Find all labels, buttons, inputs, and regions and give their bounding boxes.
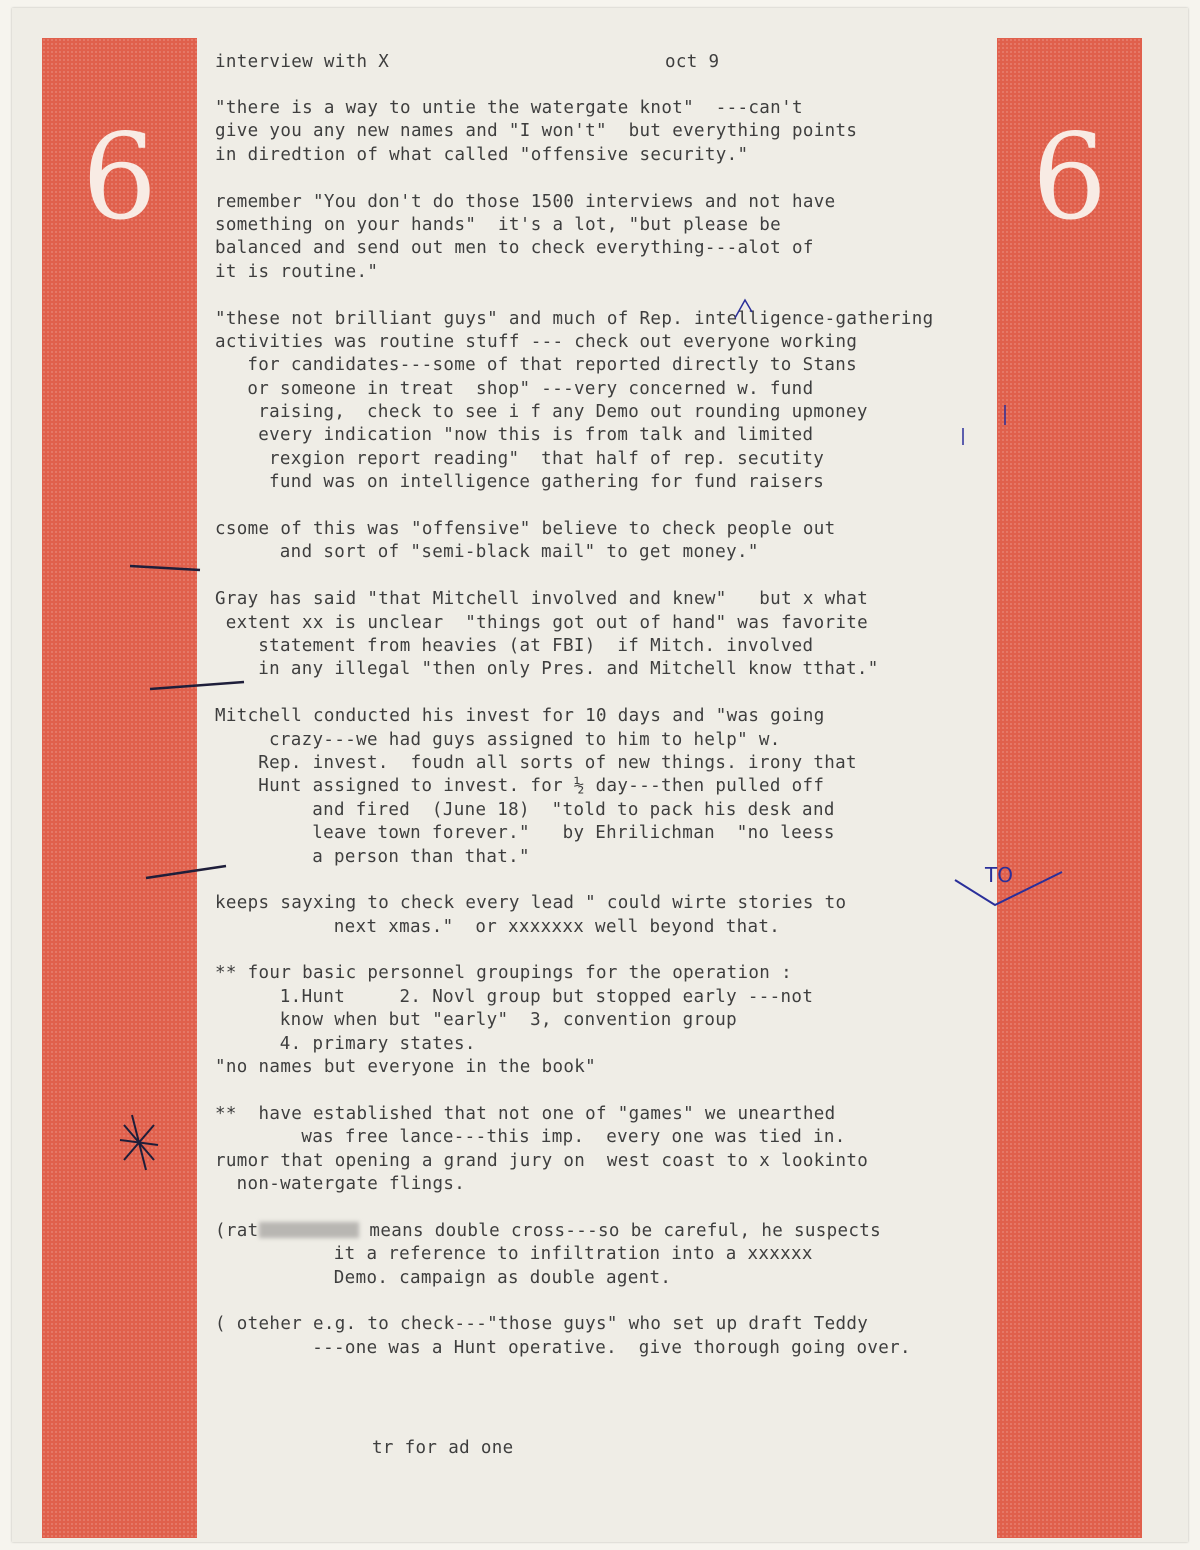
typed-line-text: Rep. invest. foudn all sorts of new things. irony that bbox=[258, 752, 857, 773]
header-title: interview with X bbox=[215, 52, 390, 72]
typed-line-text: keeps sayxing to check every lead " could wirte stories to bbox=[215, 893, 847, 914]
typed-line-text: in diredtion of what called "offensive security." bbox=[215, 144, 749, 165]
typed-line-text: crazy---we had guys assigned to him to help" w. bbox=[269, 729, 781, 750]
typed-line-text: it a reference to infiltration into a xxxxxx bbox=[333, 1244, 813, 1265]
typed-line-text: "these not brilliant guys" and much of Rep. intelligence-gathering bbox=[215, 308, 934, 329]
typed-line-text: raising, check to see i f any Demo out rounding upmoney bbox=[258, 402, 868, 423]
typed-line-text: statement from heavies (at FBI) if Mitch. involved bbox=[258, 635, 814, 656]
typed-line-text: Hunt assigned to invest. for ½ day---then pulled off bbox=[258, 776, 825, 797]
typed-line-text: "no names but everyone in the book" bbox=[215, 1057, 597, 1078]
margin-dash-1 bbox=[130, 566, 200, 570]
typed-line-text: 1.Hunt 2. Novl group but stopped early ---not bbox=[279, 986, 814, 1007]
typed-line-text: and sort of "semi-black mail" to get money." bbox=[279, 542, 759, 563]
typed-line-text: something on your hands" it's a lot, "but please be bbox=[215, 214, 782, 235]
typed-line-text: and fired (June 18) "told to pack his desk and bbox=[312, 799, 835, 820]
typed-line-text: Demo. campaign as double agent. bbox=[333, 1267, 672, 1288]
typed-line-text: (rat bbox=[215, 1220, 259, 1241]
typed-line-text: give you any new names and "I won't" but everything points bbox=[215, 121, 858, 142]
typed-line-text: "there is a way to untie the watergate knot" ---can't bbox=[215, 98, 803, 118]
typed-line-text: every indication "now this is from talk and limited bbox=[258, 425, 814, 446]
correction-text: TO bbox=[985, 863, 1013, 887]
typed-line-text: ( oteher e.g. to check---"those guys" who set up draft Teddy bbox=[215, 1314, 869, 1335]
typed-line-text: ---one was a Hunt operative. give thorough going over. bbox=[312, 1337, 911, 1358]
typed-line-text: leave town forever." by Ehrilichman "no leess bbox=[312, 823, 835, 844]
page-number-right: 6 bbox=[1031, 108, 1108, 246]
typed-line-text: means double cross---so be careful, he suspects bbox=[358, 1220, 882, 1241]
typed-line-text: rumor that opening a grand jury on west coast to x lookinto bbox=[215, 1150, 869, 1171]
typed-line-text: fund was on intelligence gathering for fund raisers bbox=[269, 472, 825, 493]
typed-line-text: non-watergate flings. bbox=[236, 1173, 466, 1194]
typed-line-text: remember "You don't do those 1500 interviews and not have bbox=[215, 191, 836, 212]
typed-line-text: ** four basic personnel groupings for the operation : bbox=[215, 963, 792, 984]
typed-line-text: next xmas." or xxxxxxx well beyond that. bbox=[333, 916, 781, 937]
typed-line-text: it is routine." bbox=[215, 261, 379, 282]
typed-line-text: balanced and send out men to check everything---alot of bbox=[215, 238, 814, 259]
typed-line-text: extent xx is unclear "things got out of hand" was favorite bbox=[225, 612, 869, 633]
header-date: oct 9 bbox=[665, 52, 720, 72]
typed-line-text: or someone in treat shop" ---very concerned w. fund bbox=[247, 378, 814, 399]
page-number-left: 6 bbox=[81, 108, 158, 246]
typed-line-text: 4. primary states. bbox=[279, 1033, 476, 1054]
typed-line-text: for candidates---some of that reported directly to Stans bbox=[247, 355, 857, 376]
typed-line-text: was free lance---this imp. every one was tied in. bbox=[301, 1127, 846, 1148]
typed-line-text: rexgion report reading" that half of rep. secutity bbox=[269, 448, 825, 469]
asterisk-mark bbox=[120, 1115, 158, 1170]
typed-line-text: Gray has said "that Mitchell involved and knew" but x what bbox=[215, 589, 869, 610]
margin-dash-3 bbox=[146, 866, 226, 878]
typed-line-text: ** have established that not one of "games" we unearthed bbox=[215, 1103, 836, 1124]
typed-line-text: Mitchell conducted his invest for 10 days and "was going bbox=[215, 706, 825, 727]
margin-dash-2 bbox=[150, 682, 244, 689]
typed-line-text: know when but "early" 3, convention group bbox=[279, 1010, 738, 1031]
typed-line-text: a person than that." bbox=[312, 846, 530, 867]
ink-mark-1 bbox=[735, 300, 752, 318]
typed-line-text: activities was routine stuff --- check out everyone working bbox=[215, 331, 858, 352]
typed-line-text: in any illegal "then only Pres. and Mitchell know tthat." bbox=[258, 659, 879, 680]
typed-line-text: csome of this was "offensive" believe to check people out bbox=[215, 519, 836, 540]
footer-note: tr for ad one bbox=[372, 1438, 514, 1458]
